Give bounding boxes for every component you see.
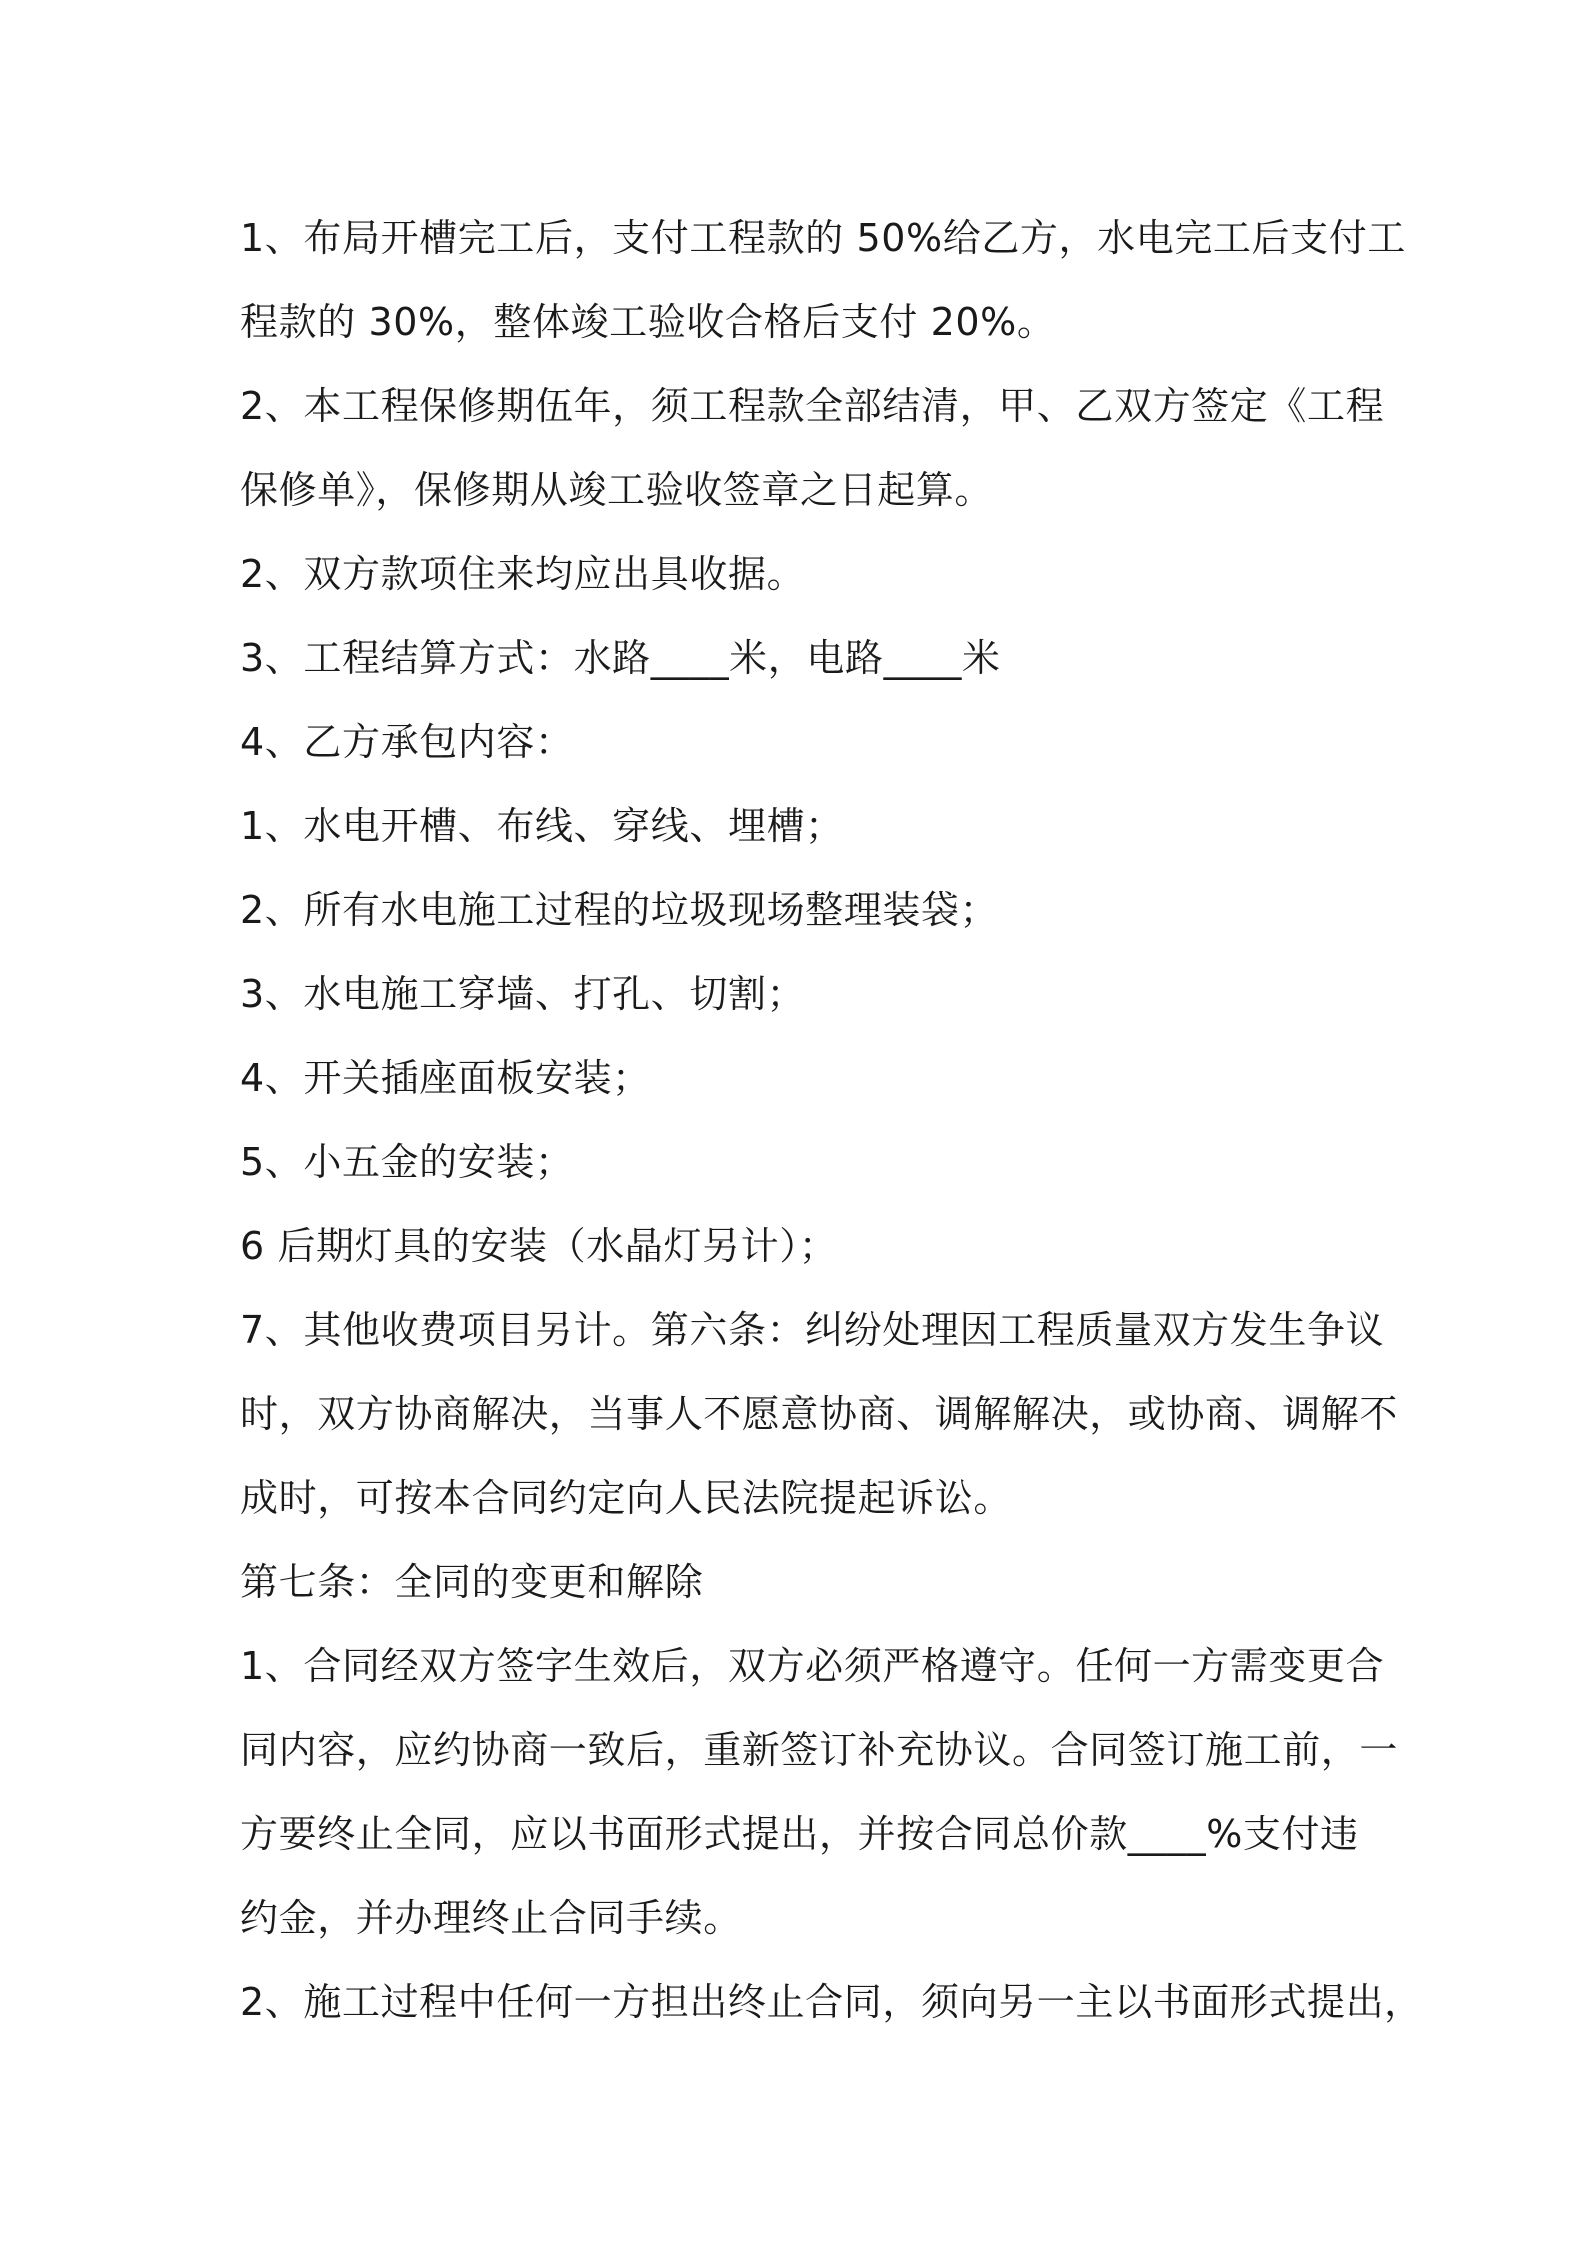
text-line: 成时，可按本合同约定向人民法院提起诉讼。: [240, 1476, 1013, 1520]
text-line: 3、工程结算方式：水路____米，电路____米: [240, 636, 1001, 680]
text-line: 2、本工程保修期伍年，须工程款全部结清，甲、乙双方签定《工程: [240, 384, 1385, 428]
text-line: 2、施工过程中任何一方担出终止合同，须向另一主以书面形式提出，: [240, 1980, 1423, 2024]
text-line: 时，双方协商解决，当事人不愿意协商、调解解决，或协商、调解不: [240, 1392, 1399, 1436]
text-line: 约金，并办理终止合同手续。: [240, 1896, 742, 1940]
text-line: 6 后期灯具的安装（水晶灯另计）；: [240, 1224, 838, 1268]
text-line: 2、所有水电施工过程的垃圾现场整理装袋；: [240, 888, 999, 932]
text-line: 同内容，应约协商一致后，重新签订补充协议。合同签订施工前，一: [240, 1728, 1399, 1772]
section-heading: 第七条：全同的变更和解除: [240, 1560, 704, 1604]
text-line: 方要终止全同，应以书面形式提出，并按合同总价款____%支付违: [240, 1812, 1359, 1856]
document-body: [240, 196, 1423, 2044]
text-line: 3、水电施工穿墙、打孔、切割；: [240, 972, 806, 1016]
text-line: 1、布局开槽完工后，支付工程款的 50%给乙方，水电完工后支付工: [240, 216, 1406, 260]
text-line: 1、合同经双方签字生效后，双方必须严格遵守。任何一方需变更合: [240, 1644, 1385, 1688]
text-line: 5、小五金的安装；: [240, 1140, 574, 1184]
text-line: 保修单》，保修期从竣工验收签章之日起算。: [240, 468, 994, 512]
text-line: 4、开关插座面板安装；: [240, 1056, 651, 1100]
text-line: 1、水电开槽、布线、穿线、埋槽；: [240, 804, 844, 848]
text-line: 2、双方款项住来均应出具收据。: [240, 552, 806, 596]
text-line: 7、其他收费项目另计。第六条：纠纷处理因工程质量双方发生争议: [240, 1308, 1385, 1352]
text-line: 4、乙方承包内容：: [240, 720, 574, 764]
text-line: 程款的 30%，整体竣工验收合格后支付 20%。: [240, 300, 1056, 344]
